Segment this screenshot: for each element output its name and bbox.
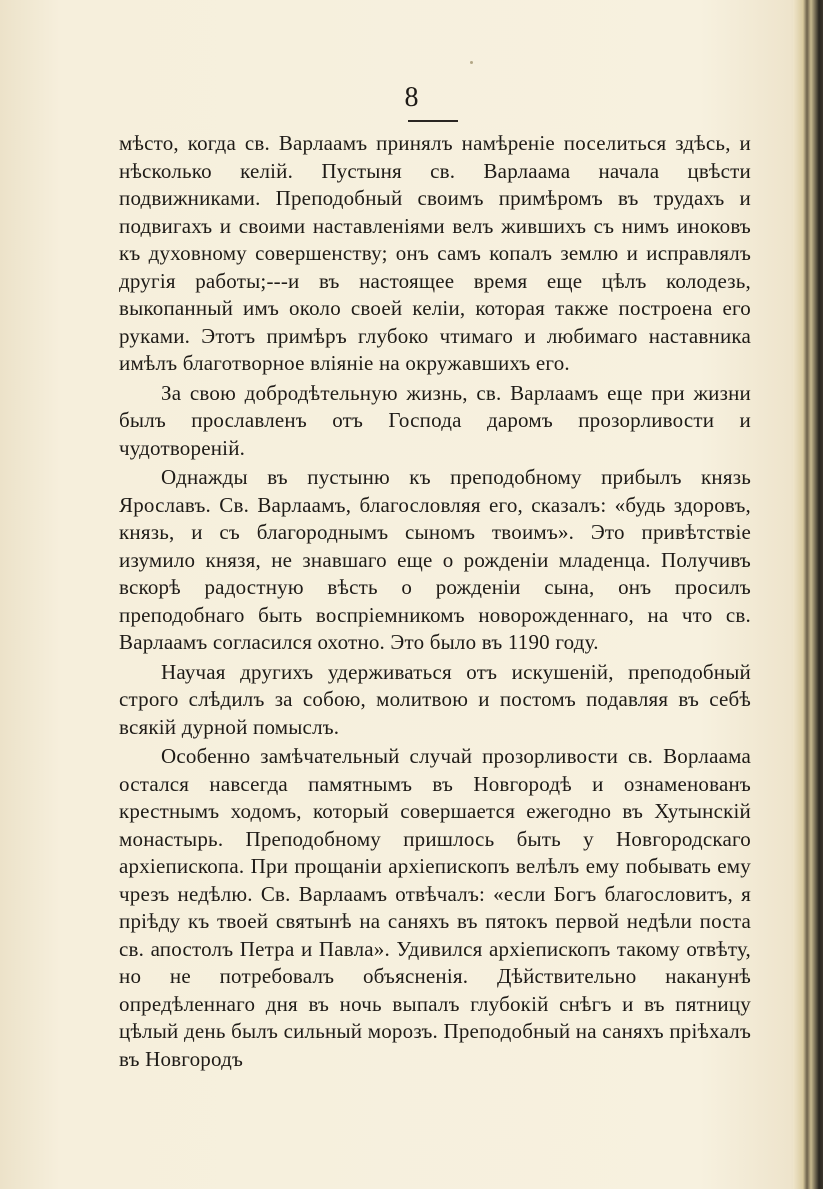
page-number: 8 — [404, 82, 419, 113]
paragraph: Однажды въ пустыню къ преподобному прибылъ князь Ярославъ. Св. Варлаамъ, благословляя его, сказалъ: «будь здоровъ, князь, и съ благороднымъ сыномъ твоимъ». Это привѣтствіе изумило князя, не знавшаго еще о рожденіи младенца. Получивъ вскорѣ радостную вѣсть о рожденіи сына, онъ просилъ преподобнаго быть воспріемникомъ новорожденнаго, на что св. Варлаамъ согласился охотно. Это было въ 1190 году. — [119, 465, 751, 654]
paper-speck — [470, 61, 473, 64]
paragraph: Научая другихъ удерживаться отъ искушеній, преподобный строго слѣдилъ за собою, молитвою и постомъ подавляя въ себѣ всякій дурной помыслъ. — [119, 659, 751, 739]
paragraph: За свою добродѣтельную жизнь, св. Варлаамъ еще при жизни былъ прославленъ отъ Господа даромъ прозорливости и чудотвореній. — [119, 380, 751, 460]
page-number-rule — [408, 120, 458, 122]
paragraph: мѣсто, когда св. Варлаамъ принялъ намѣреніе поселиться здѣсь, и нѣсколько келій. Пустыня св. Варлаама начала цвѣсти подвижниками. Преподобный своимъ примѣромъ въ трудахъ и подвигахъ и своими наставленіями велъ жившихъ съ нимъ иноковъ къ духовному совершенству; онъ самъ копалъ землю и исправлялъ другія работы;---и въ настоящее время еще цѣлъ колодезь, выкопанный имъ около своей келіи, которая также построена его руками. Этотъ примѣръ глубоко чтимаго и любимаго наставника имѣлъ благотворное вліяніе на окружавшихъ его. — [119, 131, 751, 375]
body-text — [119, 130, 751, 1073]
page-edge-binding — [793, 0, 823, 1189]
paragraph: Особенно замѣчательный случай прозорливости св. Ворлаама остался навсегда памятнымъ въ Новгородѣ и ознаменованъ крестнымъ ходомъ, который совершается ежегодно въ Хутынскій монастырь. Преподобному пришлось быть у Новгородскаго архіепископа. При прощаніи архіепископъ велѣлъ ему побывать ему чрезъ недѣлю. Св. Варлаамъ отвѣчалъ: «если Богъ благословитъ, я пріѣду къ твоей святынѣ на саняхъ въ пятокъ первой недѣли поста св. апостолъ Петра и Павла». Удивился архіепископъ такому отвѣту, но не потребовалъ объясненія. Дѣйствительно наканунѣ опредѣленнаго дня въ ночь выпалъ глубокій снѣгъ и въ пятницу цѣлый день былъ сильный морозъ. Преподобный на саняхъ пріѣхалъ въ Новгородъ — [119, 744, 751, 1071]
